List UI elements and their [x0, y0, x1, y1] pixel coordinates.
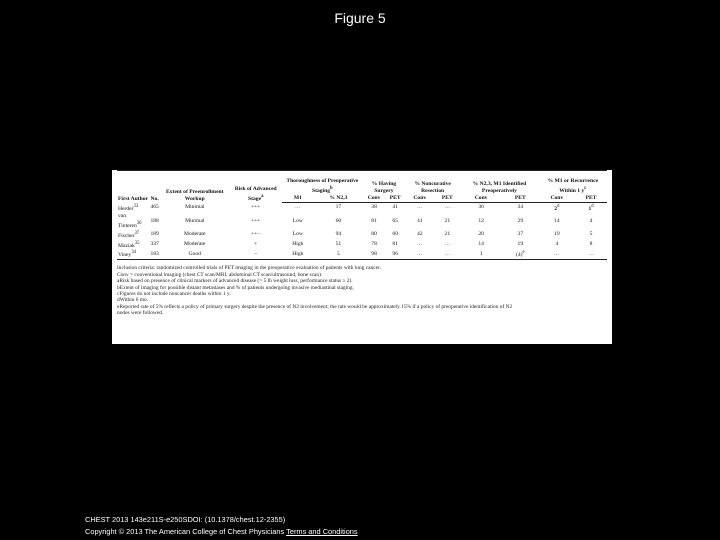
header-extent: Extent of Preenrollment Workup [165, 188, 224, 202]
copyright-line: Copyright © 2013 The American College of Chest Physicians Terms and Conditions [85, 527, 358, 536]
cell-id-conv: 12 [478, 217, 484, 224]
table-row [117, 203, 607, 213]
cell-n23: 17 [335, 204, 342, 211]
footnote: Conv = conventional imaging (chest CT scan/MRI, abdominal CT scan/ultrasound, bone scan). [117, 271, 323, 278]
cell-surg-conv: 98 [363, 249, 386, 259]
subheader-pet: PET [502, 195, 539, 203]
cell-nonc-conv: … [416, 204, 423, 211]
cell-n23: 60 [335, 217, 342, 224]
cell-n23: 94 [335, 231, 342, 238]
subheader-conv: Conv [460, 195, 502, 203]
cell-no: 337 [150, 241, 159, 247]
cell-workup: Minimal [185, 204, 205, 211]
header-having-surgery: % Having Surgery [371, 181, 397, 194]
table-row [117, 249, 607, 259]
footnote: bExtent of imaging for possible distant metastases and % of patients undergoing invasive mediastinal staging. [117, 284, 354, 291]
cell-id-conv: 14 [478, 241, 484, 247]
cell-nonc-conv: … [416, 241, 423, 247]
cell-surg-conv: 81 [371, 217, 377, 224]
cell-rec-conv: 14 [554, 217, 560, 224]
cell-rec-conv: 4 [555, 241, 559, 247]
cell-m1: … [295, 204, 301, 211]
cell-m1: High [282, 249, 314, 259]
cell-no: 188 [150, 217, 159, 224]
cell-surg-pet: 65 [392, 217, 398, 224]
cell-n23: 51 [335, 241, 342, 247]
cell-no: 183 [149, 249, 159, 259]
cell-no: 189 [150, 231, 159, 238]
cell-rec-pet: 8 [589, 241, 593, 247]
cell-rec-conv: 19 [554, 231, 560, 238]
cell-m1: Low [292, 231, 303, 238]
cell-rec-pet: 4 [589, 217, 593, 224]
terms-link[interactable]: Terms and Conditions [286, 527, 358, 536]
cell-rec-pet: 1$^d$ [588, 204, 594, 212]
header-identified: % N2,3, M1 Identified Preoperatively [472, 181, 527, 194]
cell-id-conv: 1 [460, 249, 502, 259]
figure-title: Figure 5 [334, 10, 386, 26]
cell-surg-pet: 60 [392, 231, 398, 238]
cell-m1: High [292, 241, 304, 247]
cell-workup: Good [160, 249, 230, 259]
footnote: nodes were followed. [117, 310, 164, 317]
cell-author: Herder$^{33}$ [118, 203, 139, 212]
cell-id-pet: 34 [517, 204, 524, 211]
cell-risk: +++ [250, 204, 261, 211]
cell-rec-pet: … [575, 249, 607, 259]
cell-surg-conv: 38 [371, 204, 377, 211]
footnote: cFigures do not include noncancer deaths within 1 y. [117, 290, 231, 297]
cell-surg-conv: 78 [371, 241, 377, 247]
cell-author: van Tinteren$^{36}$ [118, 212, 142, 229]
cell-author: Viney$^{34}$ [117, 249, 149, 259]
citation-caption [85, 514, 358, 538]
subheader-m1: M1 [282, 195, 314, 203]
cell-id-pet: 19 [517, 241, 524, 247]
header-risk: Risk of Advanced Stage$^a$ [234, 185, 277, 202]
cell-risk: + [254, 241, 258, 247]
header-noncurative: % Noncurative Resection [414, 181, 451, 194]
subheader-conv: Conv [363, 195, 386, 203]
cell-nonc-conv: … [405, 249, 434, 259]
cell-nonc-conv: 42 [416, 231, 423, 238]
subheader-pet: PET [575, 195, 607, 203]
cell-workup: Moderate [184, 241, 206, 247]
cell-id-conv: 36 [478, 204, 484, 211]
figure-table-image [112, 170, 612, 344]
cell-id-conv: 20 [478, 231, 484, 238]
cell-risk: − [230, 249, 282, 259]
footnote: dWithin 6 mo. [117, 297, 149, 304]
cell-workup: Minimal [185, 217, 205, 224]
cell-rec-conv: … [539, 249, 575, 259]
cell-surg-pet: 96 [385, 249, 405, 259]
header-recurrence: % M1 or Recurrence Within 1 $y^c$ [547, 178, 599, 194]
subheader-conv: Conv [405, 195, 434, 203]
cell-rec-conv: 2$^d$ [554, 204, 560, 212]
table-footnotes [117, 265, 607, 316]
cell-nonc-conv: 41 [416, 217, 423, 224]
cell-id-pet: 37 [517, 231, 524, 238]
footnote: Inclusion criteria: randomized controlled trials of PET imaging in the preoperative evaluation of patients with lung cancer. [117, 265, 381, 272]
table-row [117, 213, 607, 230]
subheader-pet: PET [385, 195, 405, 203]
cell-surg-pet: 41 [392, 204, 398, 211]
cell-rec-pet: 5 [589, 231, 593, 238]
cell-surg-conv: 80 [371, 231, 377, 238]
footnote: eReported rate of 5% reflects a policy of primary surgery despite the presence of N2 involvement; the rate would be approximately 15% if a policy of preoperative identification of N2 [117, 303, 513, 310]
staging-table [117, 170, 607, 260]
cell-no: 465 [150, 204, 159, 211]
cell-id-pet: 29 [517, 217, 524, 224]
table-row [117, 230, 607, 240]
subheader-conv: Conv [539, 195, 575, 203]
cell-risk: ++− [250, 231, 261, 238]
cell-nonc-pet: 21 [444, 231, 451, 238]
cell-id-pet: $(4)^e$ [502, 249, 539, 259]
cell-m1: Low [292, 217, 303, 224]
cell-surg-pet: 81 [392, 241, 398, 247]
cell-n23: 5 [314, 249, 363, 259]
citation-line: CHEST 2013 143e211S-e250SDOI: (10.1378/chest.12-2355) [85, 515, 286, 524]
table-row [117, 240, 607, 250]
cell-nonc-pet: … [444, 204, 451, 211]
cell-nonc-pet: … [444, 241, 451, 247]
cell-risk: +++ [250, 217, 261, 224]
cell-workup: Moderate [184, 231, 206, 238]
subheader-pet: PET [434, 195, 460, 203]
header-thoroughness: Thoroughness of Preoperative Staging$^b$ [286, 178, 359, 194]
footnote: aRisk based on presence of clinical markers of advanced disease (> 5 lb weight loss, performance status ≥ 2). [117, 278, 353, 285]
subheader-n23: % N2,3 [314, 195, 363, 203]
header-no: No. [150, 195, 159, 202]
header-first-author: First Author [118, 195, 148, 202]
cell-nonc-pet: 21 [444, 217, 451, 224]
cell-author: Fischer$^{37}$ [118, 230, 140, 239]
cell-author: Maziak$^{35}$ [118, 240, 140, 249]
cell-nonc-pet: … [434, 249, 460, 259]
